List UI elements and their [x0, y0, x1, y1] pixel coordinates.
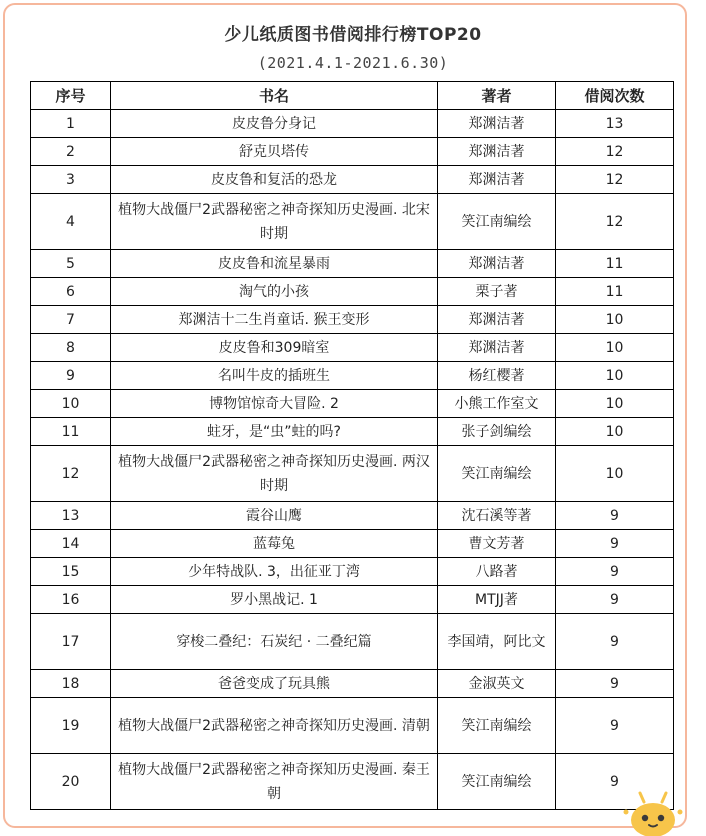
table-row	[31, 250, 674, 278]
book-author: 李国靖，阿比文	[438, 614, 556, 670]
table-row	[31, 670, 674, 698]
borrow-count: 9	[556, 502, 674, 530]
book-author: 笑江南编绘	[438, 446, 556, 502]
table-header-row	[31, 82, 674, 110]
table-row	[31, 586, 674, 614]
book-author: 金淑英文	[438, 670, 556, 698]
book-title: 皮皮鲁和流星暴雨	[111, 250, 438, 278]
borrow-count: 13	[556, 110, 674, 138]
borrow-count: 11	[556, 278, 674, 306]
borrow-count: 9	[556, 670, 674, 698]
column-header-count: 借阅次数	[556, 82, 674, 110]
book-title: 皮皮鲁和309暗室	[111, 334, 438, 362]
table-row	[31, 194, 674, 250]
book-author: 小熊工作室文	[438, 390, 556, 418]
book-author: MTJJ著	[438, 586, 556, 614]
row-number: 19	[31, 698, 111, 754]
bee-eye-icon	[642, 815, 648, 821]
table-row	[31, 166, 674, 194]
book-author: 栗子著	[438, 278, 556, 306]
row-number: 15	[31, 558, 111, 586]
table-row	[31, 362, 674, 390]
row-number: 18	[31, 670, 111, 698]
book-author: 笑江南编绘	[438, 194, 556, 250]
bee-mascot-icon	[622, 790, 684, 836]
borrow-count: 9	[556, 754, 674, 810]
borrow-count: 12	[556, 138, 674, 166]
book-title: 罗小黑战记. 1	[111, 586, 438, 614]
borrow-count: 10	[556, 418, 674, 446]
row-number: 10	[31, 390, 111, 418]
book-title: 植物大战僵尸2武器秘密之神奇探知历史漫画. 清朝	[111, 698, 438, 754]
book-title: 舒克贝塔传	[111, 138, 438, 166]
book-title: 皮皮鲁和复活的恐龙	[111, 166, 438, 194]
table-row	[31, 418, 674, 446]
row-number: 8	[31, 334, 111, 362]
row-number: 11	[31, 418, 111, 446]
book-author: 杨红樱著	[438, 362, 556, 390]
book-title: 植物大战僵尸2武器秘密之神奇探知历史漫画. 两汉时期	[111, 446, 438, 502]
table-row	[31, 698, 674, 754]
table-row	[31, 558, 674, 586]
borrow-count: 9	[556, 558, 674, 586]
book-author: 笑江南编绘	[438, 698, 556, 754]
borrow-count: 10	[556, 362, 674, 390]
row-number: 9	[31, 362, 111, 390]
book-title: 植物大战僵尸2武器秘密之神奇探知历史漫画. 秦王朝	[111, 754, 438, 810]
book-title: 霞谷山鹰	[111, 502, 438, 530]
book-author: 郑渊洁著	[438, 138, 556, 166]
book-author: 郑渊洁著	[438, 166, 556, 194]
book-author: 曹文芳著	[438, 530, 556, 558]
book-title: 少年特战队. 3，出征亚丁湾	[111, 558, 438, 586]
column-header-title: 书名	[111, 82, 438, 110]
page-title: 少儿纸质图书借阅排行榜TOP20	[224, 25, 482, 45]
borrow-count: 11	[556, 250, 674, 278]
borrow-count: 12	[556, 166, 674, 194]
borrow-count: 10	[556, 390, 674, 418]
borrow-count: 9	[556, 698, 674, 754]
column-header-number: 序号	[31, 82, 111, 110]
row-number: 16	[31, 586, 111, 614]
book-author: 张子剑编绘	[438, 418, 556, 446]
table-row	[31, 530, 674, 558]
row-number: 6	[31, 278, 111, 306]
book-title: 爸爸变成了玩具熊	[111, 670, 438, 698]
book-author: 郑渊洁著	[438, 306, 556, 334]
table-row	[31, 278, 674, 306]
borrow-count: 12	[556, 194, 674, 250]
table-row	[31, 502, 674, 530]
book-author: 八路著	[438, 558, 556, 586]
row-number: 17	[31, 614, 111, 670]
table-row	[31, 138, 674, 166]
borrow-count: 9	[556, 530, 674, 558]
table-row	[31, 390, 674, 418]
table-row	[31, 754, 674, 810]
table-row	[31, 614, 674, 670]
row-number: 4	[31, 194, 111, 250]
row-number: 13	[31, 502, 111, 530]
book-author: 郑渊洁著	[438, 250, 556, 278]
row-number: 5	[31, 250, 111, 278]
borrow-count: 10	[556, 334, 674, 362]
book-title: 蛀牙，是“虫”蛀的吗?	[111, 418, 438, 446]
book-title: 淘气的小孩	[111, 278, 438, 306]
book-author: 郑渊洁著	[438, 334, 556, 362]
row-number: 12	[31, 446, 111, 502]
row-number: 1	[31, 110, 111, 138]
book-author: 郑渊洁著	[438, 110, 556, 138]
row-number: 20	[31, 754, 111, 810]
book-title: 穿梭二叠纪：石炭纪 · 二叠纪篇	[111, 614, 438, 670]
bee-body-icon	[631, 803, 675, 836]
date-range: (2021.4.1-2021.6.30)	[257, 54, 449, 72]
table-row	[31, 446, 674, 502]
book-title: 名叫牛皮的插班生	[111, 362, 438, 390]
table-row	[31, 306, 674, 334]
row-number: 7	[31, 306, 111, 334]
book-author: 笑江南编绘	[438, 754, 556, 810]
table-row	[31, 110, 674, 138]
row-number: 2	[31, 138, 111, 166]
column-header-author: 著者	[438, 82, 556, 110]
book-title: 博物馆惊奇大冒险. 2	[111, 390, 438, 418]
table-row	[31, 334, 674, 362]
row-number: 14	[31, 530, 111, 558]
row-number: 3	[31, 166, 111, 194]
borrow-count: 10	[556, 446, 674, 502]
book-title: 蓝莓兔	[111, 530, 438, 558]
book-title: 皮皮鲁分身记	[111, 110, 438, 138]
borrow-count: 9	[556, 586, 674, 614]
borrow-count: 10	[556, 306, 674, 334]
borrow-count: 9	[556, 614, 674, 670]
bee-eye-icon	[658, 815, 664, 821]
book-title: 植物大战僵尸2武器秘密之神奇探知历史漫画. 北宋时期	[111, 194, 438, 250]
book-author: 沈石溪等著	[438, 502, 556, 530]
book-title: 郑渊洁十二生肖童话. 猴王变形	[111, 306, 438, 334]
ranking-table	[30, 81, 674, 810]
